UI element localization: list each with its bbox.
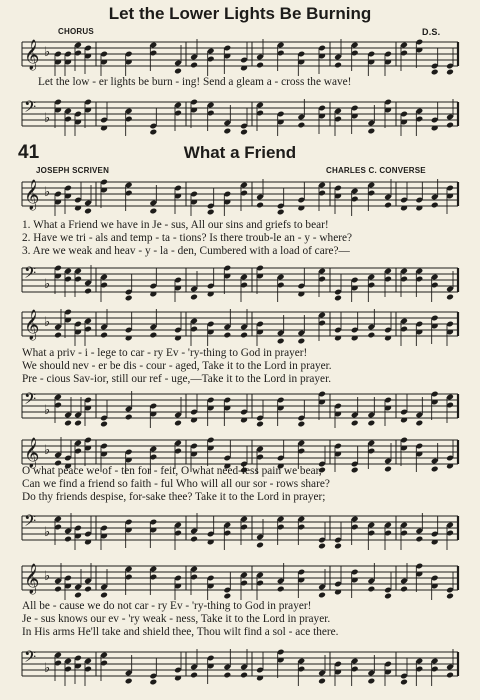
staff-treble-lower-lights [0, 32, 480, 80]
lyric-verse-2-system-2: We should nev - er be dis - cour - aged, Take it to the Lord in prayer. [22, 360, 332, 372]
lyric-verse-2-system-4: Je - sus knows our ev - 'ry weak - ness, Take it to the Lord in prayer. [22, 613, 331, 625]
staff-treble-system-1 [0, 172, 480, 220]
ds-label: D.S. [422, 27, 441, 37]
treble-clef-icon: 𝄞 [24, 310, 40, 340]
bass-clef-icon: 𝄢 [24, 264, 37, 286]
lyric-verse-2-system-1: 2. Have we tri - als and temp - ta - tions? Is there troub-le an - y - where? [22, 232, 352, 244]
flat-sign-icon: ♭ [44, 569, 51, 584]
flat-sign-icon: ♭ [44, 185, 51, 200]
hymn-title-what-a-friend: What a Friend [183, 143, 297, 162]
treble-clef-icon: 𝄞 [24, 40, 40, 70]
bass-clef-icon: 𝄢 [24, 390, 37, 412]
lyric-verse-2-system-3: Can we find a friend so faith - ful Who will all our sor - rows share? [22, 478, 330, 490]
hymn-title-lower-lights: Let the Lower Lights Be Burning [108, 4, 372, 23]
lyric-verse-1-system-1: 1. What a Friend we have in Je - sus, All our sins and griefs to bear! [22, 219, 329, 231]
staff-bass-system-2 [0, 384, 480, 432]
treble-clef-icon: 𝄞 [24, 438, 40, 468]
flat-sign-icon: ♭ [44, 315, 51, 330]
lyric-verse-3-system-4: In His arms He'll take and shield thee, Thou wilt find a sol - ace there. [22, 626, 339, 638]
lyric-verse-3-system-3: Do thy friends despise, for-sake thee? Take it to the Lord in prayer; [22, 491, 326, 503]
staff-bass-lower-lights [0, 92, 480, 140]
lyric-verse-3-system-2: Pre - cious Sav-ior, still our ref - uge,—Take it to the Lord in prayer. [22, 373, 332, 385]
flat-sign-icon: ♭ [44, 443, 51, 458]
treble-clef-icon: 𝄞 [24, 180, 40, 210]
staff-treble-system-4 [0, 556, 480, 604]
lyric-line-lower-lights: Let the low - er lights be burn - ing! Send a gleam a - cross the wave! [38, 76, 352, 88]
lyric-verse-1-system-4: All be - cause we do not car - ry Ev - 'ry-thing to God in prayer! [22, 600, 312, 612]
chorus-label: CHORUS [58, 27, 94, 36]
lyric-verse-3-system-1: 3. Are we weak and heav - y - la - den, Cumbered with a load of care?— [22, 245, 350, 257]
flat-sign-icon: ♭ [44, 403, 51, 418]
treble-clef-icon: 𝄞 [24, 564, 40, 594]
flat-sign-icon: ♭ [44, 45, 51, 60]
composer-credit: CHARLES C. CONVERSE [326, 166, 426, 175]
lyric-verse-1-system-3: O what peace we of - ten for - feit, O what need-less pain we bear, [22, 465, 322, 477]
flat-sign-icon: ♭ [44, 277, 51, 292]
flat-sign-icon: ♭ [44, 525, 51, 540]
hymn-number: 41 [18, 142, 40, 163]
staff-bass-system-3 [0, 506, 480, 554]
flat-sign-icon: ♭ [44, 111, 51, 126]
bass-clef-icon: 𝄢 [24, 512, 37, 534]
flat-sign-icon: ♭ [44, 661, 51, 676]
bass-clef-icon: 𝄢 [24, 648, 37, 670]
staff-treble-system-2 [0, 302, 480, 350]
staff-bass-system-1 [0, 258, 480, 306]
lyric-verse-1-system-2: What a priv - i - lege to car - ry Ev - 'ry-thing to God in prayer! [22, 347, 308, 359]
staff-bass-system-4 [0, 642, 480, 690]
author-credit: JOSEPH SCRIVEN [36, 166, 110, 175]
bass-clef-icon: 𝄢 [24, 98, 37, 120]
